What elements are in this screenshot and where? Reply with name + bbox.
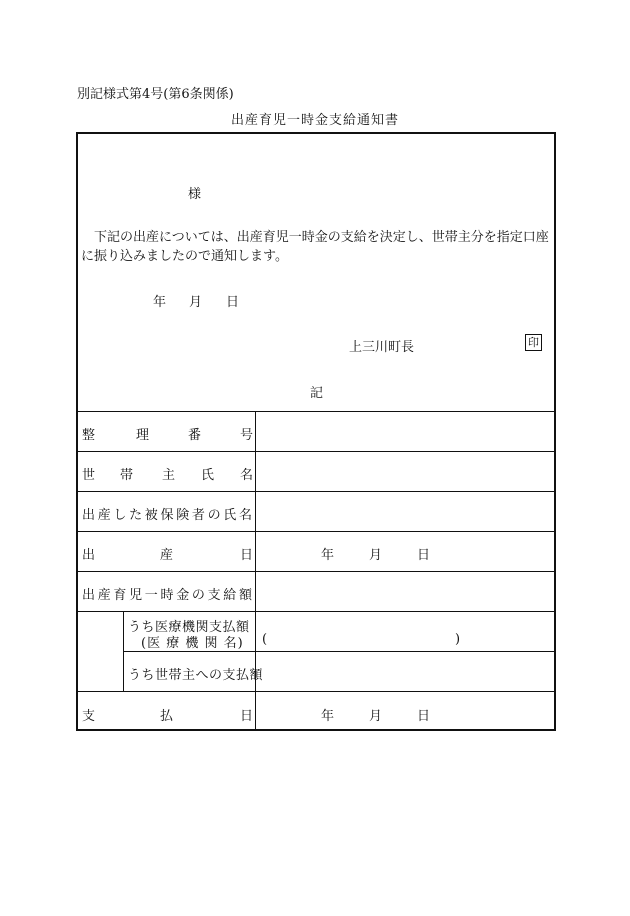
column-divider [255, 411, 256, 731]
row-divider [76, 611, 556, 612]
payment-date-day: 日 [417, 709, 431, 724]
label-char: 氏 [201, 468, 215, 483]
row-label-insured-name: 出産した被保険者の氏名 [82, 508, 255, 523]
payment-date-year: 年 [321, 709, 335, 724]
label-char: 支 [82, 709, 96, 724]
notice-body: 下記の出産については、出産育児一時金の支給を決定し、世帯主分を指定口座に振り込みましたので通知します。 [81, 230, 549, 264]
label-char: 整 [82, 428, 96, 443]
birth-date-day: 日 [417, 548, 431, 563]
row-divider [76, 451, 556, 452]
label-char: 払 [160, 709, 174, 724]
institution-open-paren: ( [262, 632, 268, 647]
label-char: 名 [240, 468, 254, 483]
issue-date-day: 日 [226, 295, 240, 310]
issue-date-year: 年 [153, 295, 167, 310]
row-divider [76, 531, 556, 532]
ki-heading: 記 [310, 386, 324, 401]
label-char: 号 [240, 428, 254, 443]
row-label-medical-payment: うち医療機関支払額 [128, 620, 250, 635]
label-char: 主 [162, 468, 176, 483]
label-char: 日 [240, 548, 254, 563]
label-char: 産 [160, 548, 174, 563]
row-divider [76, 571, 556, 572]
row-label-payment-total: 出産育児一時金の支給額 [82, 588, 255, 603]
row-divider [76, 691, 556, 692]
label-char: 出 [82, 548, 96, 563]
addressee-honorific: 様 [188, 187, 202, 202]
payment-date-month: 月 [369, 709, 383, 724]
row-label-householder-payment: うち世帯主への支払額 [128, 668, 264, 683]
label-char: 理 [136, 428, 150, 443]
seal-mark: 印 [525, 334, 542, 351]
label-char: 帯 [120, 468, 134, 483]
issue-date-month: 月 [189, 295, 203, 310]
label-char: 番 [188, 428, 202, 443]
birth-date-month: 月 [369, 548, 383, 563]
subrow-indent-line [123, 611, 124, 691]
document-title: 出産育児一時金支給通知書 [230, 113, 399, 128]
institution-close-paren: ) [455, 632, 461, 647]
row-divider [76, 491, 556, 492]
label-char: 日 [240, 709, 254, 724]
table-top-line [76, 411, 556, 412]
form-number: 別記様式第4号(第6条関係) [77, 87, 234, 102]
row-divider [123, 651, 556, 652]
label-char: 世 [82, 468, 96, 483]
birth-date-year: 年 [321, 548, 335, 563]
issuer-name: 上三川町長 [349, 340, 415, 355]
row-label-medical-institution: (医 療 機 関 名) [141, 636, 244, 651]
